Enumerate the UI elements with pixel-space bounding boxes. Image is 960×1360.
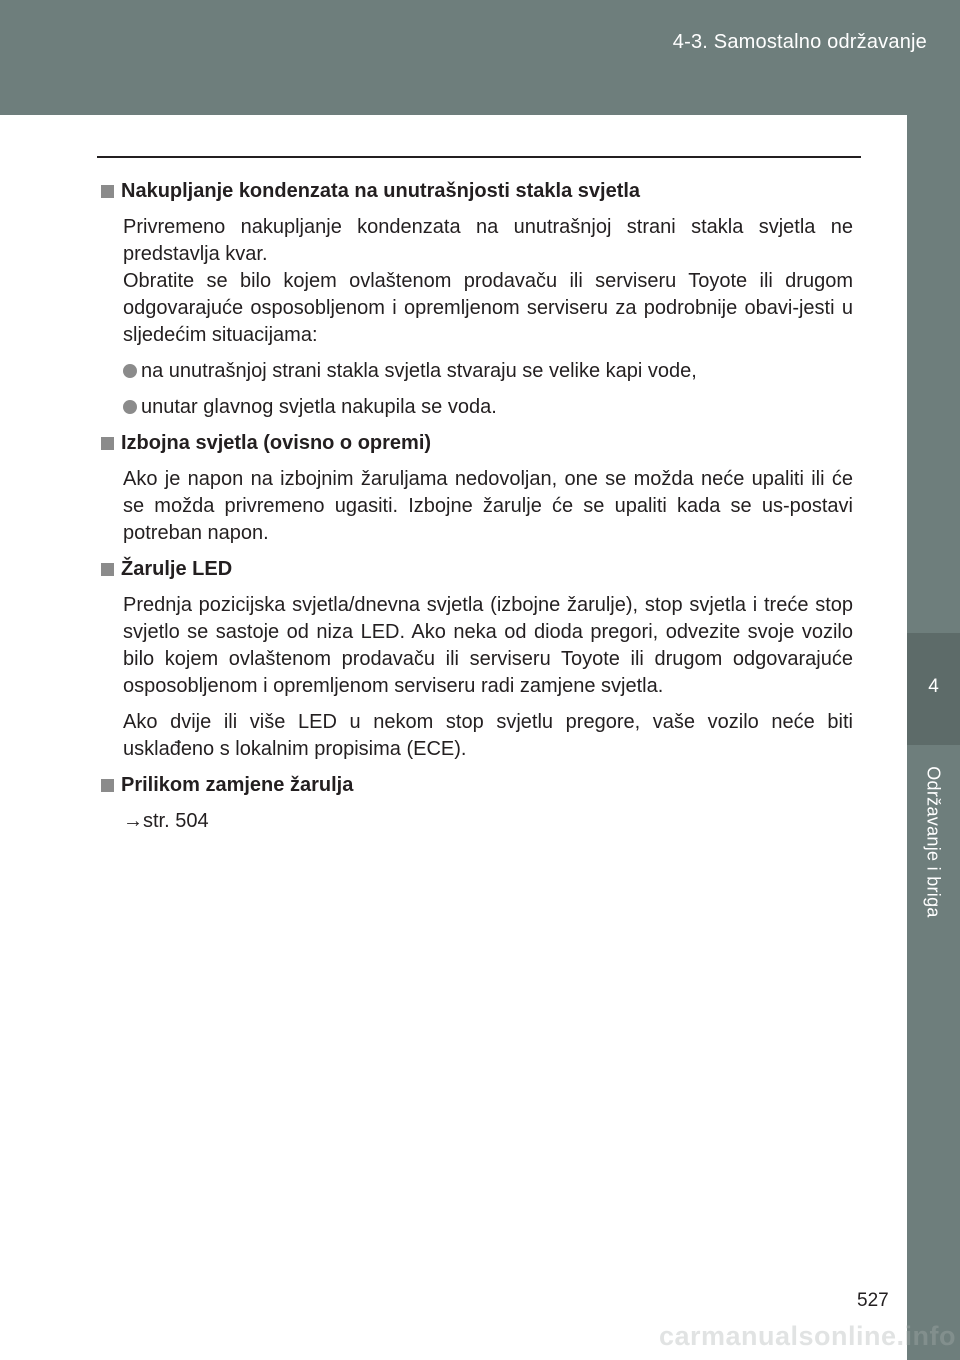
heading-text: Izbojna svjetla (ovisno o opremi): [121, 432, 432, 454]
round-bullet-icon: [123, 400, 137, 414]
round-bullet-icon: [123, 364, 137, 378]
top-rule: [97, 156, 861, 158]
list-item: [101, 394, 853, 421]
heading-text: Nakupljanje kondenzata na unutrašnjosti stakla svjetla: [121, 180, 641, 202]
square-bullet-icon: [101, 779, 114, 792]
square-bullet-icon: [101, 563, 114, 576]
page-content: [101, 178, 853, 844]
heading-text: Prilikom zamjene žarulja: [121, 774, 354, 796]
section-heading: [101, 430, 853, 457]
list-item-text: na unutrašnjoj strani stakla svjetla stvaraju se velike kapi vode,: [141, 360, 697, 382]
square-bullet-icon: [101, 185, 114, 198]
section-heading: [101, 178, 853, 205]
list-item: [101, 358, 853, 385]
paragraph: Ako dvije ili više LED u nekom stop svjetlu pregore, vaše vozilo neće biti usklađeno s lokalnim propisima (ECE).: [123, 711, 853, 760]
square-bullet-icon: [101, 437, 114, 450]
watermark: carmanualsonline.info: [658, 1321, 956, 1351]
section-title: 4-3. Samostalno održavanje: [672, 31, 927, 53]
heading-text: Žarulje LED: [121, 558, 233, 580]
section-heading: [101, 556, 853, 583]
section-heading: [101, 772, 853, 799]
paragraph: Privremeno nakupljanje kondenzata na unutrašnjoj strani stakla svjetla ne predstavlja kvar. Obratite se bilo kojem ovlaštenom prodavaču ili serviseru Toyote ili drugom odgovarajuće osposobljenom i opremljenom serviseru za podrobnije obavi-jesti u sljedećim situacijama:: [123, 216, 853, 346]
page-reference-link[interactable]: →str. 504: [123, 810, 209, 832]
page-number: 527: [857, 1290, 889, 1311]
chapter-number: 4: [928, 676, 939, 697]
chapter-title: Održavanje i briga: [923, 766, 944, 918]
list-item-text: unutar glavnog svjetla nakupila se voda.: [141, 396, 497, 418]
header-band: [0, 0, 960, 115]
paragraph: Prednja pozicijska svjetla/dnevna svjetla (izbojne žarulje), stop svjetla i treće stop svjetlo se sastoje od niza LED. Ako neka od dioda pregori, odvezite svoje vozilo bilo kojem ovlaštenom prodavaču ili serviseru Toyote ili drugom odgovarajuće osposobljenom i opremljenom serviseru radi zamjene svjetla.: [123, 594, 853, 697]
paragraph: Ako je napon na izbojnim žaruljama nedovoljan, one se možda neće upaliti ili će se možda privremeno ugasiti. Izbojne žarulje će se upaliti kada se us-postavi potreban napon.: [123, 468, 853, 544]
